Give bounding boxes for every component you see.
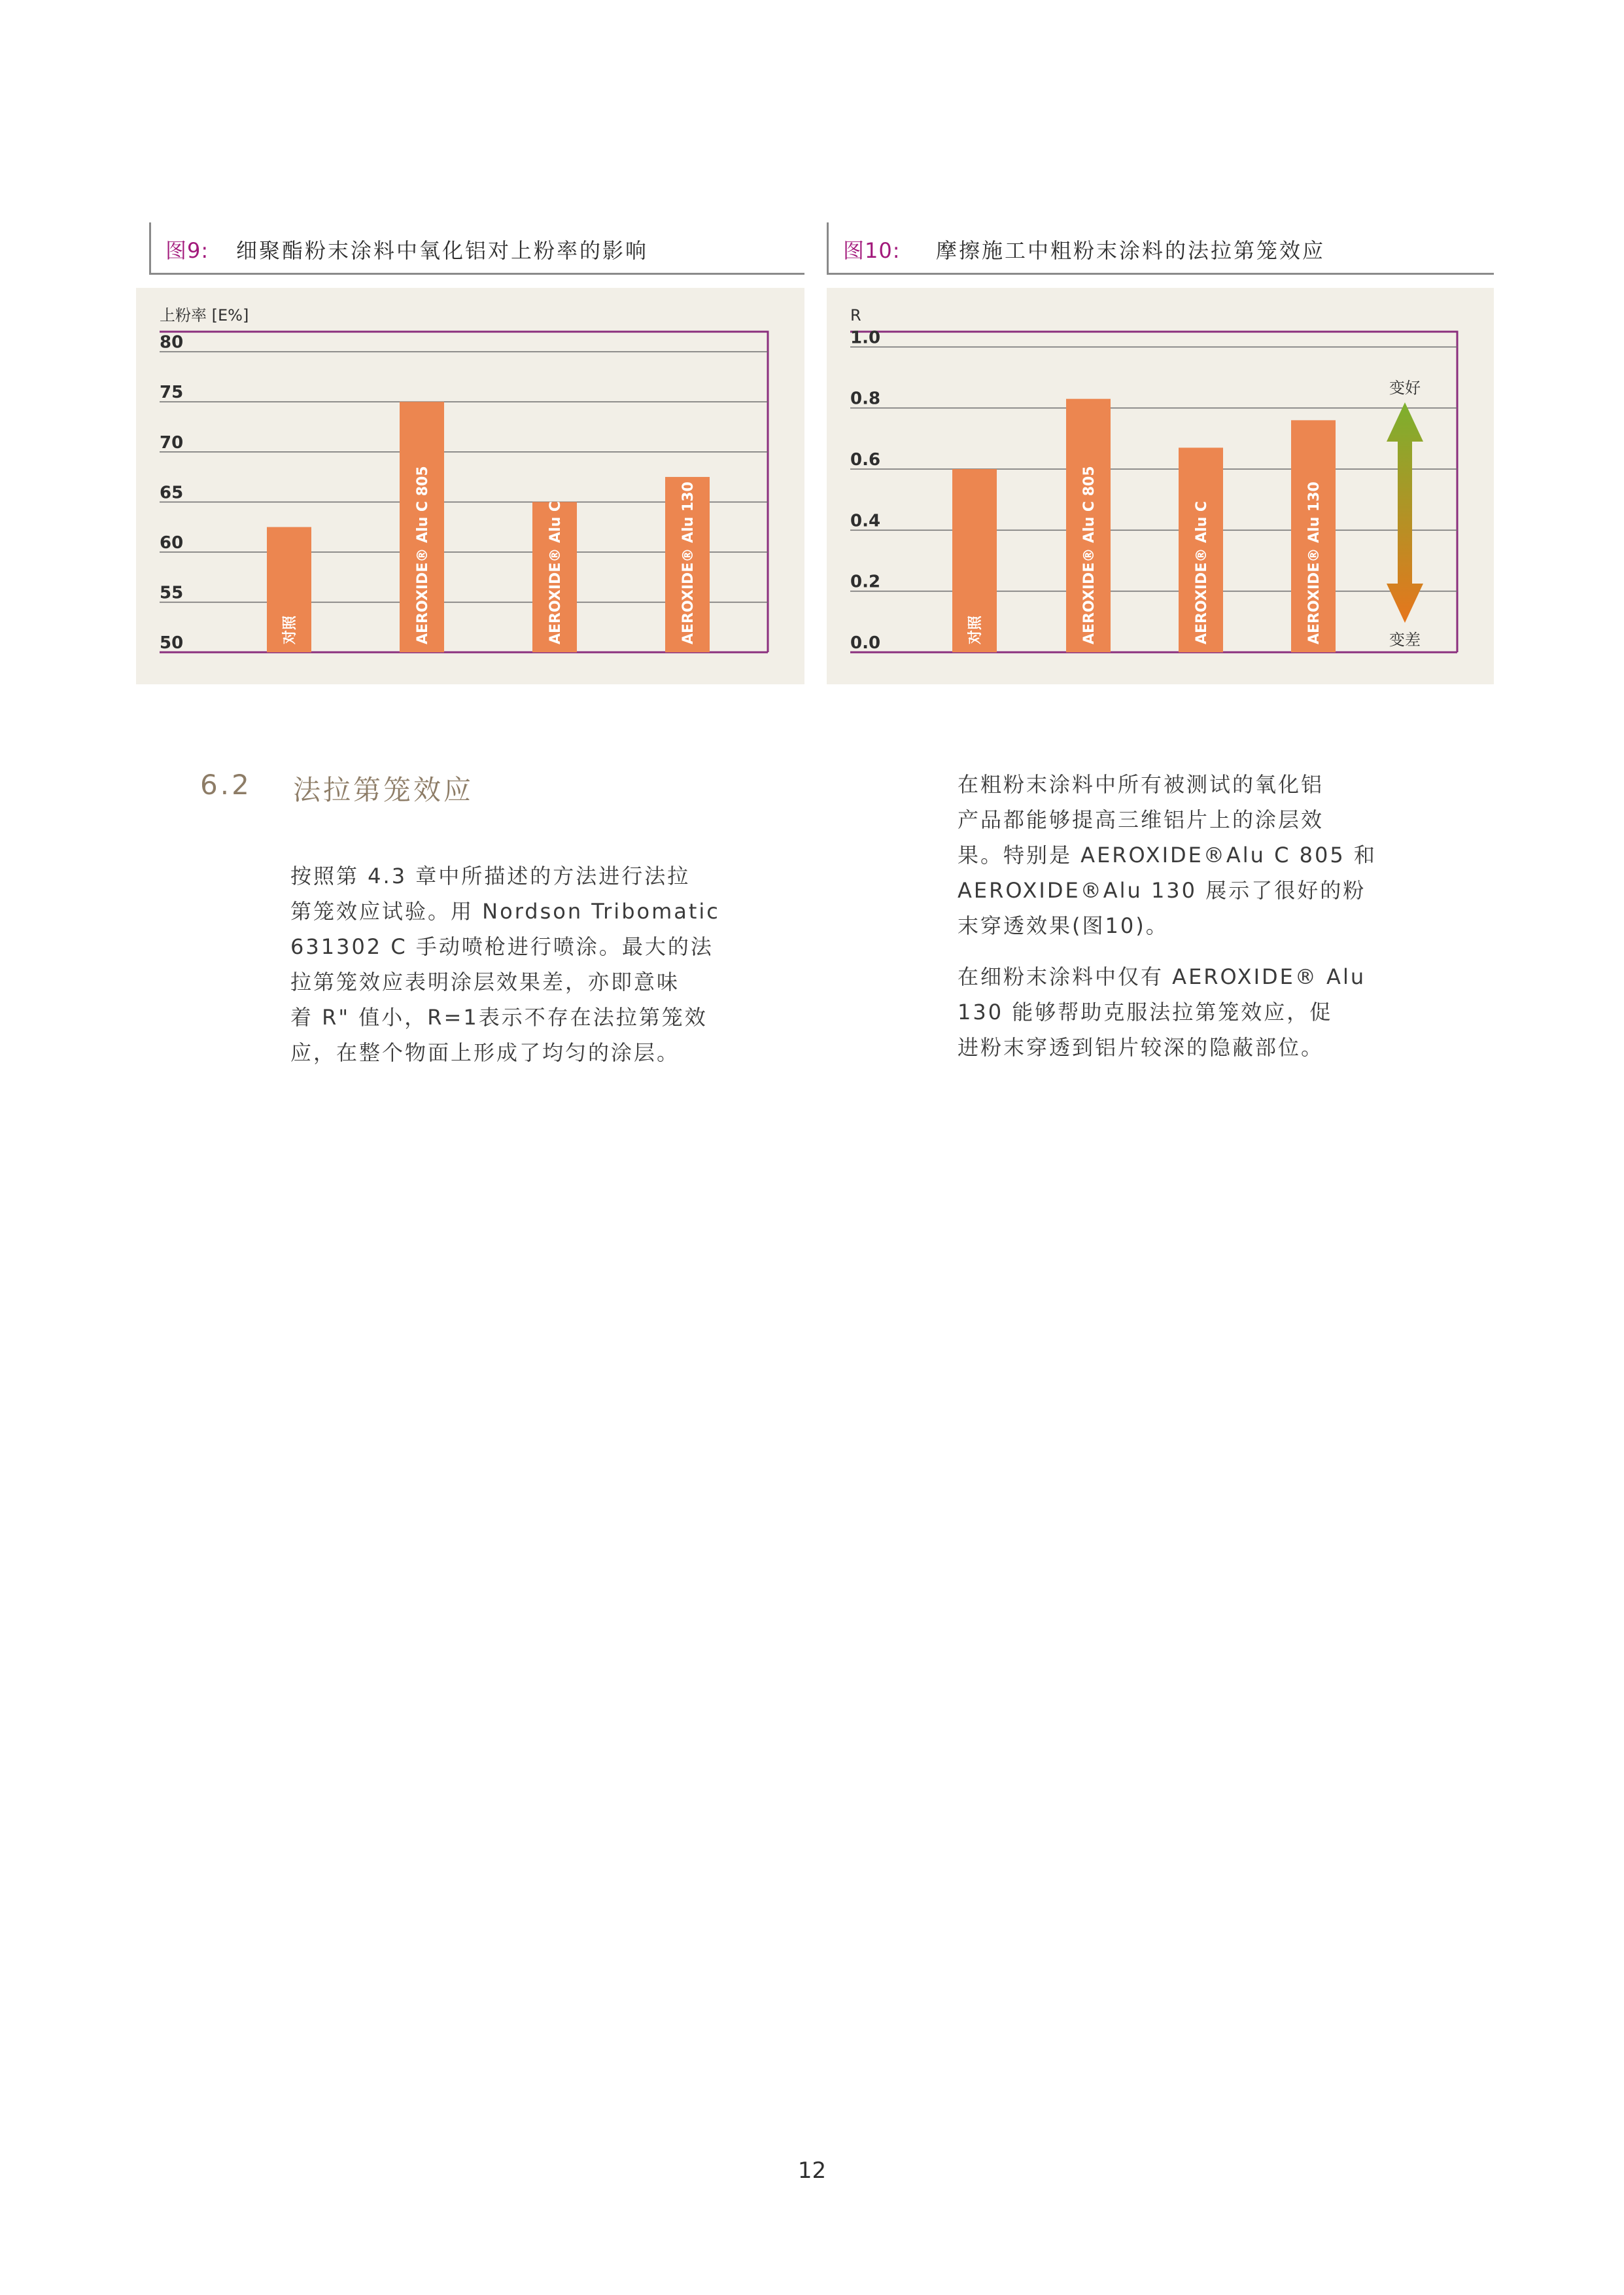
text-line: 应，在整个物面上形成了均匀的涂层。 xyxy=(290,1040,680,1065)
y-tick-label: 0.4 xyxy=(850,511,881,531)
figure-10-number: 图10: xyxy=(843,238,901,263)
y-tick-label: 60 xyxy=(160,533,184,553)
chart-frame xyxy=(850,332,1457,652)
y-tick-label: 70 xyxy=(160,432,184,453)
bar-label: AEROXIDE® Alu 130 xyxy=(1306,482,1322,644)
y-tick-label: 65 xyxy=(160,483,184,503)
right-paragraph-1 xyxy=(958,767,1377,943)
page-number: 12 xyxy=(797,2158,827,2184)
figure-10-header xyxy=(827,222,1494,275)
text-line: 按照第 4.3 章中所描述的方法进行法拉 xyxy=(290,864,691,888)
y-tick-label: 55 xyxy=(160,583,184,603)
text-line: 末穿透效果(图10)。 xyxy=(958,913,1169,938)
figure-9-chart xyxy=(136,288,804,684)
y-tick-label: 1.0 xyxy=(850,328,881,348)
bar-label: AEROXIDE® Alu C 805 xyxy=(415,466,431,644)
text-line: 631302 C 手动喷枪进行喷涂。最大的法 xyxy=(290,934,714,959)
bar-label: AEROXIDE® Alu C 805 xyxy=(1081,466,1097,644)
figure-10-chart-panel xyxy=(827,288,1494,684)
figure-10-chart xyxy=(827,288,1494,684)
y-tick-label: 80 xyxy=(160,332,184,353)
text-line: 着 R" 值小，R=1表示不存在法拉第笼效 xyxy=(290,1005,708,1030)
figure-9-title: 细聚酯粉末涂料中氧化铝对上粉率的影响 xyxy=(236,238,649,263)
text-line: 拉第笼效应表明涂层效果差，亦即意味 xyxy=(290,970,680,994)
text-line: 果。特别是 AEROXIDE®Alu C 805 和 xyxy=(958,843,1377,867)
arrow-top-label: 变好 xyxy=(1389,379,1421,397)
bar-label: AEROXIDE® Alu 130 xyxy=(680,482,697,644)
section-number: 6.2 xyxy=(200,769,252,801)
better-worse-arrow-icon xyxy=(1387,402,1423,623)
text-line: 产品都能够提高三维铝片上的涂层效 xyxy=(958,807,1324,832)
y-tick-label: 0.8 xyxy=(850,389,881,409)
arrow-bottom-label: 变差 xyxy=(1389,631,1421,649)
text-line: 130 能够帮助克服法拉第笼效应，促 xyxy=(958,1000,1333,1025)
figure-9-header xyxy=(149,222,804,275)
right-paragraph-2 xyxy=(958,959,1366,1065)
y-tick-label: 0.0 xyxy=(850,633,881,653)
text-line: 在细粉末涂料中仅有 AEROXIDE® Alu xyxy=(958,964,1366,989)
bar-label: AEROXIDE® Alu C xyxy=(547,500,564,644)
text-line: 第笼效应试验。用 Nordson Tribomatic xyxy=(290,899,720,924)
figure-9-chart-panel xyxy=(136,288,804,684)
y-tick-label: 0.2 xyxy=(850,572,881,592)
section-title: 法拉第笼效应 xyxy=(293,774,474,806)
text-line: AEROXIDE®Alu 130 展示了很好的粉 xyxy=(958,878,1366,903)
text-line: 进粉末穿透到铝片较深的隐蔽部位。 xyxy=(958,1035,1324,1060)
figure-9-number: 图9: xyxy=(165,238,209,263)
figure-10-title: 摩擦施工中粗粉末涂料的法拉第笼效应 xyxy=(936,238,1326,263)
bar-label: 对照 xyxy=(282,615,298,644)
left-paragraph xyxy=(290,858,720,1070)
y-tick-label: 0.6 xyxy=(850,450,881,470)
bar-label: 对照 xyxy=(967,615,984,644)
text-line: 在粗粉末涂料中所有被测试的氧化铝 xyxy=(958,772,1324,797)
bar-label: AEROXIDE® Alu C xyxy=(1194,500,1210,644)
y-tick-label: 50 xyxy=(160,633,184,653)
y-axis-title: 上粉率 [E%] xyxy=(160,306,249,324)
y-tick-label: 75 xyxy=(160,383,184,403)
y-axis-title: R xyxy=(850,306,861,324)
